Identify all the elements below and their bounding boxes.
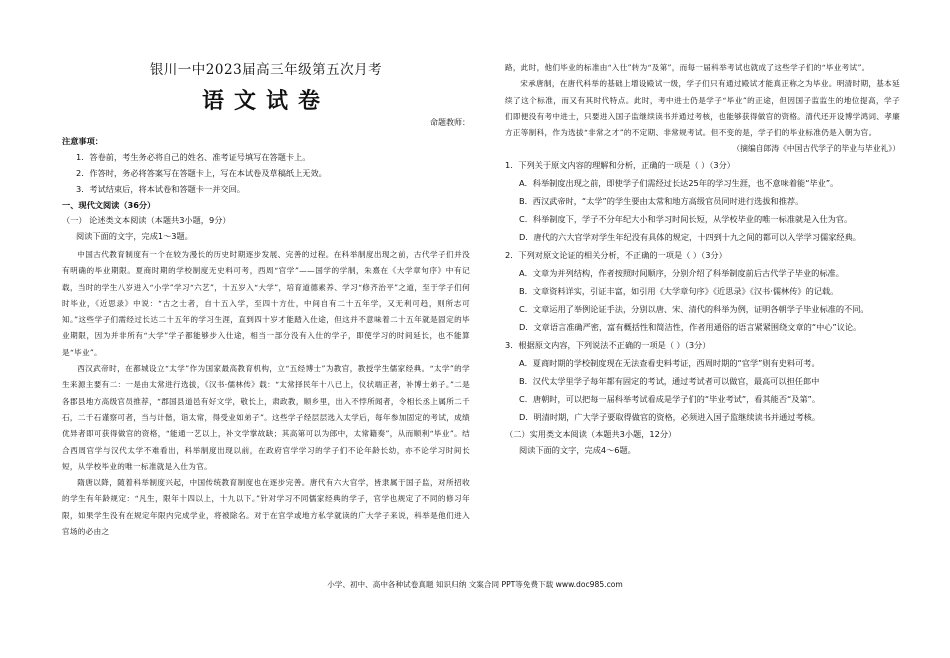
question-option: A．夏商时期的学校制度现在无法查看史料考证，西周时期的“官学”则有史料可考。 bbox=[519, 358, 820, 369]
question-option: C．唐朝时，可以把每一届科举考试看成是学子们的“毕业考试”，看其能否“及第”。 bbox=[519, 394, 821, 405]
subsection-heading: （二）实用类文本阅读（本题共3小题，12分） bbox=[505, 429, 677, 440]
school-title: 银川一中2023届高三年级第五次月考 bbox=[149, 62, 383, 78]
question-option: A．文章为并列结构，作者按照时间顺序，分别介绍了科举制度前后古代学子毕业的标准。 bbox=[519, 268, 844, 279]
left-column bbox=[62, 58, 470, 540]
page-footer: 小学、初中、高中各种试卷真题 知识归纳 文案合同 PPT等免费下载 www.doc985.com bbox=[327, 580, 623, 589]
right-column bbox=[505, 60, 900, 461]
exam-title: 语文试卷 bbox=[201, 88, 330, 114]
question-option: B．文章资料详实，引证丰富，如引用《大学章句序》《近思录》《汉书·儒林传》的记载。 bbox=[519, 286, 839, 297]
question-stem: 2．下列对原文论证的相关分析，不正确的一项是（ ）（3分） bbox=[505, 250, 727, 261]
author-line: 命题教师： bbox=[430, 118, 470, 127]
section-heading: 一、现代文阅读（36分） bbox=[62, 200, 156, 210]
question-option: D．唐代的六大官学对学生年纪没有具体的规定，十四到十九之间的都可以入学学习儒家经典。 bbox=[519, 232, 861, 243]
note-item: 1．答卷前，考生务必将自己的姓名、准考证号填写在答题卡上。 bbox=[76, 152, 311, 162]
question-stem: 1．下列关于原文内容的理解和分析，正确的一项是（ ）（3分） bbox=[505, 160, 735, 171]
question-option: B．汉代太学里学子每年都有固定的考试，通过考试者可以做官，最高可以担任郎中 bbox=[519, 376, 820, 387]
note-item: 3．考试结束后，将本试卷和答题卡一并交回。 bbox=[76, 184, 245, 194]
article-paragraph: 路，此时，他们毕业的标准由“入仕”转为“及第”，而每一届科举考试也就成了这些学子们的“毕业考试”。 bbox=[505, 63, 870, 72]
question-option: C．科举制度下，学子不分年纪大小和学习时间长短，从学校毕业的唯一标准就是入仕为官。 bbox=[519, 214, 853, 225]
question-stem: 3．根据原文内容，下列说法不正确的一项是（ ）（3分） bbox=[505, 340, 711, 351]
reading-instruction: 阅读下面的文字，完成4～6题。 bbox=[519, 445, 636, 456]
question-option: B．西汉武帝时，“太学”的学生要由太常和地方高级官员同时进行选拔和推荐。 bbox=[519, 196, 804, 207]
article-paragraph: 隋唐以降，随着科举制度兴起，中国传统教育制度也在逐步完善。唐代有六大官学，皆隶属于国子监，对所招收的学生有年龄规定：“凡生，限年十四以上，十九以下。”针对学习不同儒家经典的学子，官学也规定了不同的修习年限，如果学生没有在规定年限内完成学业，将被除名。对于在官学或地方私学就读的广大学子来说，科举是他们进入官场的必由之 bbox=[62, 478, 470, 537]
article-paragraph: 中国古代教育制度有一个在较为漫长的历史时期逐步发展、完善的过程。在科举制度出现之前，古代学子们并没有明确的毕业期限。夏商时期的学校制度无史料可考，西周“官学”——国学的学制，朱熹在《大学章句序》中有记载，当时的学生八岁进入“小学”学习“六艺”，十五岁入“大学”，培育道德素养、学习“修齐治平”之道，至于学子们何时毕业，《近思录》中说：“古之士者，自十五入学，至四十方仕，中间自有二十五年学，又无利可趋，则所志可知。”这些学子们需经过长达二十五年的学习生涯，直到四十岁才能踏入仕途，但这并不意味着二十五年就是固定的毕业期限，因为并非所有“大学”学子都能够步入仕途，相当一部分没有入仕的学子，即使学习的时间延长，也不能算是“毕业”。 bbox=[62, 250, 470, 357]
question-option: D．明清时期，广大学子要取得做官的资格，必须进入国子监继续读书并通过考核。 bbox=[519, 412, 821, 423]
article-paragraph: 宋承唐制，在唐代科举的基础上增设殿试一级，学子们只有通过殿试才能真正称之为毕业。明清时期，基本延续了这个标准，而又有其时代特点。此时，考中进士仍是学子“毕业”的正途，但因国子监监生的地位提高，学子们即便没有考中进士，只要进入国子监继续读书并通过考核，也能够获得做官的资格。清代还开设博学鸿词、孝廉方正等制科，作为选拔“非常之才”的不定期、非常规考试。但不变的是，学子们的毕业标准仍是入朝为官。 bbox=[505, 79, 900, 138]
question-option: A．科举制度出现之前，即使学子们需经过长达25年的学习生涯，也不意味着能“毕业”。 bbox=[519, 178, 839, 189]
note-item: 2．作答时，务必将答案写在答题卡上，写在本试卷及草稿纸上无效。 bbox=[76, 168, 327, 178]
question-option: D．文章语言准确严密，富有概括性和简洁性，作者用通俗的语言紧紧围绕文章的“中心”议论。 bbox=[519, 322, 862, 333]
subsection-heading: （一） 论述类文本阅读（本题共3小题，9分） bbox=[62, 215, 231, 225]
notes-heading: 注意事项： bbox=[62, 136, 103, 146]
article-paragraph: 西汉武帝时，在都城设立“太学”作为国家最高教育机构，立“五经博士”为教官，教授学生儒家经典。“太学”的学生来源主要有二：一是由太常进行选拔，《汉书·儒林传》载：“太常择民年十八已上，仪状端正者，补博士弟子。”二是各郡县地方高级官员推荐，“郡国县道邑有好文学，敬长上，肃政教，顺乡里，出入不悖所闻者，令相长丞上属所二千石，二千石谨察可者，当与计偕，诣太常，得受业如弟子”。这些学子经层层选入太学后，每年参加固定的考试，成绩优异者即可获得做官的资格，“能通一艺以上，补文学掌故缺；其高第可以为郎中，太常籍奏”，从而顺利“毕业”。结合西周官学与汉代太学不难看出，科举制度出现以前，在政府官学学习的学子们不论年龄长幼，亦不论学习时间长短，从学校毕业的唯一标准就是入仕为官。 bbox=[62, 364, 470, 471]
reading-instruction: 阅读下面的文字，完成1～3题。 bbox=[76, 231, 193, 241]
article-source: （摘编自郎涛《中国古代学子的毕业与毕业礼》） bbox=[732, 144, 900, 154]
question-option: C．文章运用了举例论证手法，分别以唐、宋、清代的科举为例，证明各朝学子毕业标准的不同。 bbox=[519, 304, 869, 315]
